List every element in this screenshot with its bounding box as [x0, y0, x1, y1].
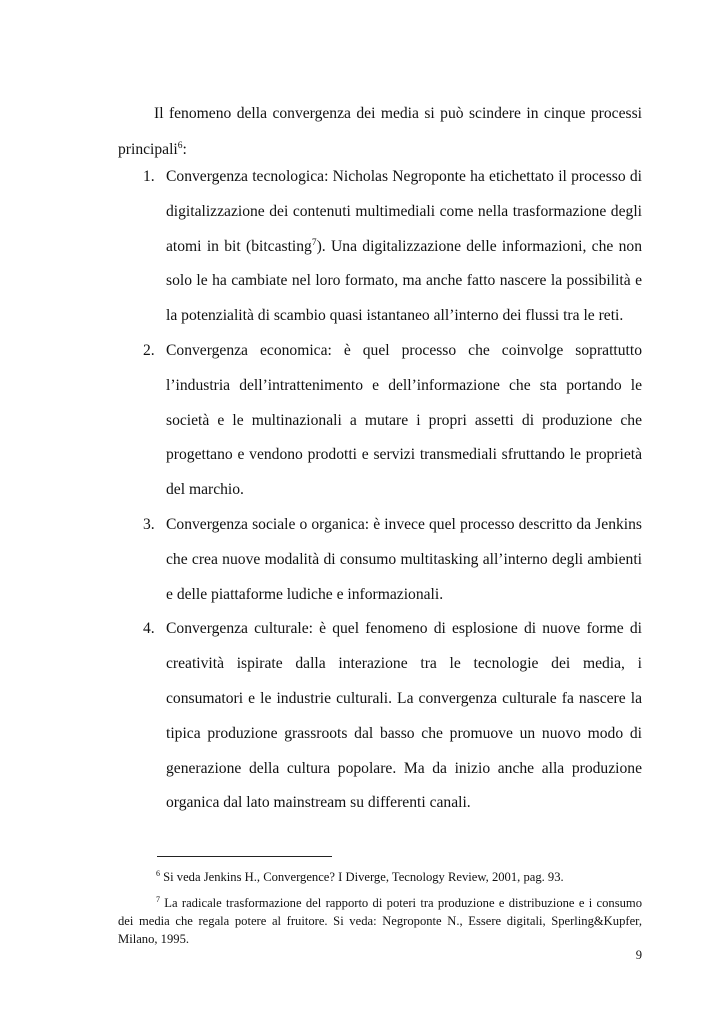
intro-paragraph — [118, 96, 642, 168]
footnote-text: La radicale trasformazione del rapporto di poteri tra produzione e distribuzione e i consumo dei media che regala potere al fruitore. Si veda: Negroponte N., Essere digitali, Sperling&Kupfer, Milano, 1995. — [118, 896, 642, 946]
list-item — [118, 160, 642, 334]
footnote-ref-7: 7 — [311, 237, 317, 248]
list-item-text: Convergenza tecnologica: Nicholas Negroponte ha etichettato il processo di digitalizzazione dei contenuti multimediali come nella trasformazione degli atomi in bit (bitcasting — [166, 168, 642, 255]
list-item-text: Convergenza economica: è quel processo che coinvolge soprattutto l’industria dell’intrattenimento e dell’informazione che sta portando le società e le multinazionali a mutare i propri assetti di produzione che progettano e vendono prodotti e servizi transmediali sfruttando le proprietà del marchio. — [166, 341, 642, 499]
list-item — [118, 334, 642, 508]
list-item-number: 3. — [143, 515, 155, 533]
footnote-separator — [157, 856, 332, 857]
intro-line-2-tail: : — [182, 141, 187, 158]
list-item-text: Convergenza sociale o organica: è invece quel processo descritto da Jenkins che crea nuove modalità di consumo multitasking all’interno degli ambienti e delle piattaforme ludiche e informazionali. — [166, 515, 642, 603]
convergence-process-list — [118, 160, 642, 821]
footnote-marker: 6 — [156, 868, 160, 878]
footnote-6 — [156, 868, 642, 886]
footnote-marker: 7 — [156, 894, 160, 904]
footnote-text: Si veda Jenkins H., Convergence? I Diverge, Tecnology Review, 2001, pag. 93. — [160, 870, 564, 884]
footnote-ref-6: 6 — [177, 140, 183, 151]
list-item — [118, 612, 642, 821]
list-item-text-cont: ). Una digitalizzazione delle informazioni, che non solo le ha cambiate nel loro formato, ma anche fatto nascere la possibilità e la potenzialità di scambio quasi istantaneo all’interno dei flussi tra le reti. — [166, 237, 643, 325]
intro-line-2-text: principali — [118, 141, 178, 158]
page-number: 9 — [635, 948, 642, 962]
footnote-7 — [118, 894, 642, 948]
list-item-number: 1. — [143, 168, 155, 185]
list-item-number: 4. — [143, 620, 155, 638]
list-item — [118, 508, 642, 612]
list-item-text: Convergenza culturale: è quel fenomeno di esplosione di nuove forme di creatività ispirate dalla interazione tra le tecnologie dei media, i consumatori e le industrie culturali. La convergenza culturale fa nascere la tipica produzione grassroots dal basso che promuove un nuovo modo di generazione della cultura popolare. Ma da inizio anche alla produzione organica dal lato mainstream su differenti canali. — [166, 620, 642, 812]
list-item-number: 2. — [143, 341, 155, 359]
intro-line-1: Il fenomeno della convergenza dei media si può scindere in cinque processi — [154, 105, 642, 122]
